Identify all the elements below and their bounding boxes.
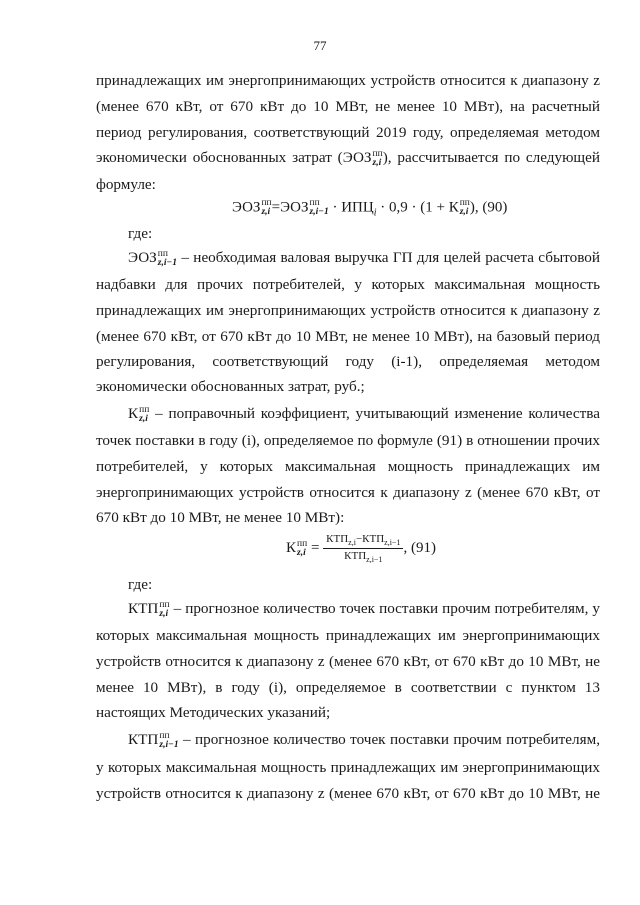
formula-term: К xyxy=(286,540,297,557)
text-line: принадлежащих им энергопринимающих устройств относится к диапазону z xyxy=(96,72,600,89)
text-line: экономически обоснованных затрат, руб.; xyxy=(96,378,365,395)
formula-term: −КТП xyxy=(355,533,385,545)
symbol-indices xyxy=(159,732,178,750)
subscript: i xyxy=(373,207,377,219)
symbol: КТП xyxy=(128,731,159,748)
superscript: пп xyxy=(157,248,168,259)
symbol-indices xyxy=(297,540,307,558)
text-line-with-symbol xyxy=(96,148,600,168)
definition-line xyxy=(128,599,600,619)
formula-term: ЭОЗ xyxy=(232,199,261,216)
text-line: точек поставки в году (i), определяемое по формуле (91) в отношении прочих xyxy=(96,432,600,449)
subscript: z,i xyxy=(372,157,382,168)
formula-term: · 0,9 · (1 + К xyxy=(376,199,459,216)
where-label: где: xyxy=(128,576,153,593)
subscript: z,i xyxy=(159,608,169,619)
superscript: пп xyxy=(159,730,170,741)
formula-term: = xyxy=(307,540,324,557)
symbol: ЭОЗ xyxy=(128,249,157,266)
superscript: пп xyxy=(139,404,150,415)
symbol-indices xyxy=(158,250,177,268)
superscript: пп xyxy=(459,198,470,208)
text-line: формуле: xyxy=(96,176,156,193)
formula-term: =ЭОЗ xyxy=(271,199,309,216)
formula-term: · ИПЦ xyxy=(328,199,374,216)
subscript: z,i xyxy=(459,207,469,218)
definition-line xyxy=(128,730,600,750)
symbol-indices xyxy=(139,406,149,424)
subscript: z,i−1 xyxy=(366,555,383,565)
text-line: 670 кВт до 10 МВт, не менее 10 МВт): xyxy=(96,509,345,526)
text-line: энергопринимающих устройств относится к диапазону z (менее 670 кВт, от xyxy=(96,484,600,501)
symbol: К xyxy=(128,405,139,422)
subscript: z,i xyxy=(261,207,271,218)
formula-term: КТП xyxy=(326,533,349,545)
fraction xyxy=(323,533,403,564)
superscript: пп xyxy=(372,148,383,159)
definition-line xyxy=(128,248,600,268)
text-segment: – прогнозное количество точек поставки прочим потребителям, xyxy=(178,731,600,748)
numerator xyxy=(323,533,403,549)
subscript: z,i xyxy=(139,413,148,424)
text-line: устройств относится к диапазону z (менее 670 кВт, от 670 кВт до 10 МВт, не xyxy=(96,653,600,670)
text-segment: – прогнозное количество точек поставки прочим потребителям, у xyxy=(169,600,600,617)
formula-term: ), (90) xyxy=(469,199,508,216)
page-number: 77 xyxy=(313,38,327,53)
text-line: настоящих Методических указаний; xyxy=(96,704,331,721)
superscript: пп xyxy=(309,198,320,208)
symbol-indices xyxy=(460,199,470,217)
denominator xyxy=(323,549,403,564)
where-label: где: xyxy=(128,225,153,242)
subscript: z,i xyxy=(348,538,356,548)
superscript: пп xyxy=(261,198,272,208)
symbol-indices xyxy=(310,199,329,217)
text-line: принадлежащих им энергопринимающих устройств относится к диапазону z xyxy=(96,302,600,319)
subscript: z,i xyxy=(297,547,306,558)
text-segment: экономически обоснованных затрат (ЭОЗ xyxy=(96,149,372,166)
symbol: КТП xyxy=(128,600,159,617)
text-segment: – поправочный коэффициент, учитывающий изменение количества xyxy=(149,405,600,422)
subscript: z,i−1 xyxy=(384,538,401,548)
definition-line xyxy=(128,404,600,424)
superscript: пп xyxy=(159,599,170,610)
text-line: (менее 670 кВт, от 670 кВт до 10 МВт, не менее 10 МВт), на расчетный xyxy=(96,98,600,115)
text-line: надбавки для прочих потребителей, у которых максимальная мощность xyxy=(96,276,600,293)
formula-91 xyxy=(286,533,436,564)
symbol-indices xyxy=(373,150,383,168)
formula-term: , (91) xyxy=(403,540,436,557)
text-line: потребителей, у которых максимальная мощность принадлежащих им xyxy=(96,458,600,475)
symbol-indices xyxy=(261,199,271,217)
symbol-indices xyxy=(159,601,169,619)
text-line: период регулирования, соответствующий 2019 году, определяемая методом xyxy=(96,124,600,141)
formula-term: КТП xyxy=(344,550,367,563)
text-line: (менее 670 кВт, от 670 кВт до 10 МВт, не менее 10 МВт), на базовый период xyxy=(96,328,600,345)
text-line: регулирования, соответствующий году (i-1), определяемая методом xyxy=(96,353,600,370)
formula-90 xyxy=(232,199,507,218)
text-line: у которых максимальная мощность принадлежащих им энергопринимающих xyxy=(96,759,600,776)
superscript: пп xyxy=(297,538,308,549)
text-segment: ), рассчитывается по следующей xyxy=(382,149,600,166)
text-line: устройств относится к диапазону z (менее 670 кВт, от 670 кВт до 10 МВт, не xyxy=(96,785,600,802)
subscript: z,i−1 xyxy=(159,739,179,750)
text-line: которых максимальная мощность принадлежащих им энергопринимающих xyxy=(96,627,600,644)
subscript: z,i−1 xyxy=(157,257,178,268)
text-segment: – необходимая валовая выручка ГП для целей расчета сбытовой xyxy=(177,249,600,266)
text-line: менее 10 МВт), в году (i), определяемое в соответствии с пунктом 13 xyxy=(96,679,600,696)
subscript: z,i−1 xyxy=(309,207,329,218)
